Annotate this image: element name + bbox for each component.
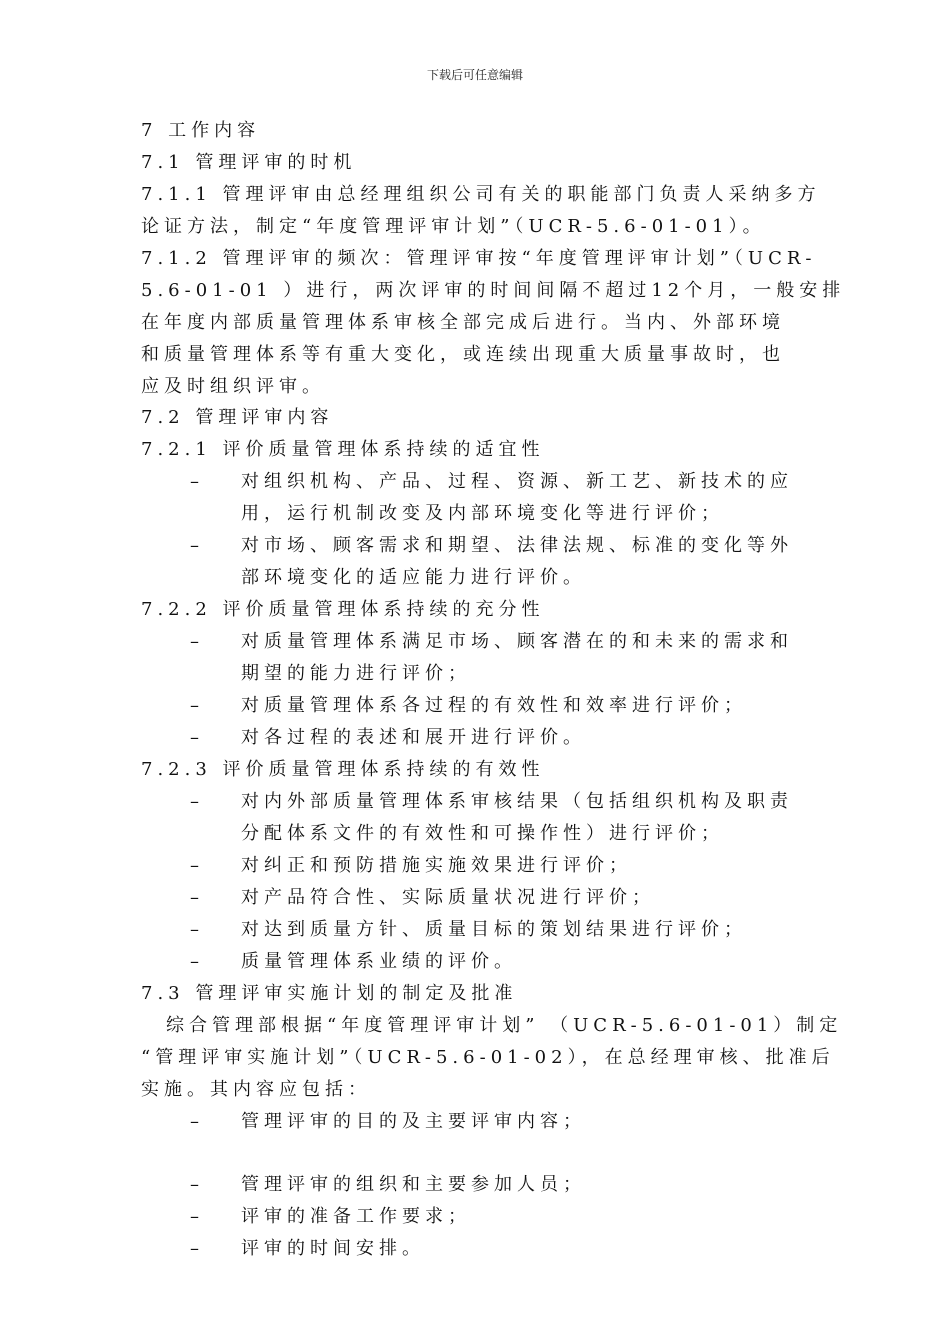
list-item-line: 管理评审的目的及主要评审内容； — [241, 1111, 586, 1132]
paragraph-7-1-2-line1: 7.1.2 管理评审的频次：管理评审按“年度管理评审计划”（UCR- — [141, 248, 817, 269]
section-7-heading: 7 工作内容 — [141, 120, 261, 141]
list-dash: – — [190, 727, 199, 748]
list-dash: – — [190, 1206, 199, 1227]
paragraph-7-1-1-line1: 7.1.1 管理评审由总经理组织公司有关的职能部门负责人采纳多方 — [141, 184, 821, 205]
list-dash: – — [190, 855, 199, 876]
section-7-1-heading: 7.1 管理评审的时机 — [141, 152, 357, 173]
list-item-line: 对各过程的表述和展开进行评价。 — [241, 727, 586, 748]
list-item-line: 部环境变化的适应能力进行评价。 — [241, 567, 586, 588]
section-7-2-3-heading: 7.2.3 评价质量管理体系持续的有效性 — [141, 759, 545, 780]
list-dash: – — [190, 791, 199, 812]
paragraph-7-3-line3: 实施。其内容应包括： — [141, 1079, 371, 1100]
paragraph-7-1-2-line2: 5.6-01-01 ）进行，两次评审的时间间隔不超过12个月，一般安排 — [141, 280, 846, 301]
list-dash: – — [190, 887, 199, 908]
list-item-line: 对质量管理体系各过程的有效性和效率进行评价； — [241, 695, 747, 716]
list-item-line: 对达到质量方针、质量目标的策划结果进行评价； — [241, 919, 747, 940]
list-item-line: 对质量管理体系满足市场、顾客潜在的和未来的需求和 — [241, 631, 793, 652]
list-item-line: 分配体系文件的有效性和可操作性）进行评价； — [241, 823, 724, 844]
list-item-line: 评审的时间安排。 — [241, 1238, 425, 1259]
list-dash: – — [190, 1238, 199, 1259]
list-dash: – — [190, 631, 199, 652]
paragraph-7-1-2-line3: 在年度内部质量管理体系审核全部完成后进行。当内、外部环境 — [141, 312, 785, 333]
paragraph-7-1-2-line5: 应及时组织评审。 — [141, 376, 325, 397]
paragraph-7-1-2-line4: 和质量管理体系等有重大变化，或连续出现重大质量事故时，也 — [141, 344, 785, 365]
list-dash: – — [190, 471, 199, 492]
list-item-line: 对内外部质量管理体系审核结果（包括组织机构及职责 — [241, 791, 793, 812]
list-item-line: 对组织机构、产品、过程、资源、新工艺、新技术的应 — [241, 471, 793, 492]
paragraph-7-1-1-line2: 论证方法，制定“年度管理评审计划”（UCR-5.6-01-01）。 — [141, 216, 766, 237]
section-7-2-1-heading: 7.2.1 评价质量管理体系持续的适宜性 — [141, 439, 545, 460]
list-dash: – — [190, 951, 199, 972]
list-dash: – — [190, 695, 199, 716]
page-header: 下载后可任意编辑 — [426, 68, 523, 82]
list-item-line: 管理评审的组织和主要参加人员； — [241, 1174, 586, 1195]
section-7-2-heading: 7.2 管理评审内容 — [141, 407, 334, 428]
list-dash: – — [190, 1174, 199, 1195]
paragraph-7-3-line2: “管理评审实施计划”（UCR-5.6-01-02），在总经理审核、批准后 — [141, 1047, 835, 1068]
list-dash: – — [190, 535, 199, 556]
list-item-line: 对产品符合性、实际质量状况进行评价； — [241, 887, 655, 908]
list-item-line: 对市场、顾客需求和期望、法律法规、标准的变化等外 — [241, 535, 793, 556]
list-dash: – — [190, 1111, 199, 1132]
paragraph-7-3-line1: 综合管理部根据“年度管理评审计划” （UCR-5.6-01-01）制定 — [166, 1015, 843, 1036]
list-dash: – — [190, 919, 199, 940]
section-7-2-2-heading: 7.2.2 评价质量管理体系持续的充分性 — [141, 599, 545, 620]
list-item-line: 对纠正和预防措施实施效果进行评价； — [241, 855, 632, 876]
list-item-line: 评审的准备工作要求； — [241, 1206, 471, 1227]
section-7-3-heading: 7.3 管理评审实施计划的制定及批准 — [141, 983, 518, 1004]
list-item-line: 期望的能力进行评价； — [241, 663, 471, 684]
list-item-line: 质量管理体系业绩的评价。 — [241, 951, 517, 972]
list-item-line: 用，运行机制改变及内部环境变化等进行评价； — [241, 503, 724, 524]
